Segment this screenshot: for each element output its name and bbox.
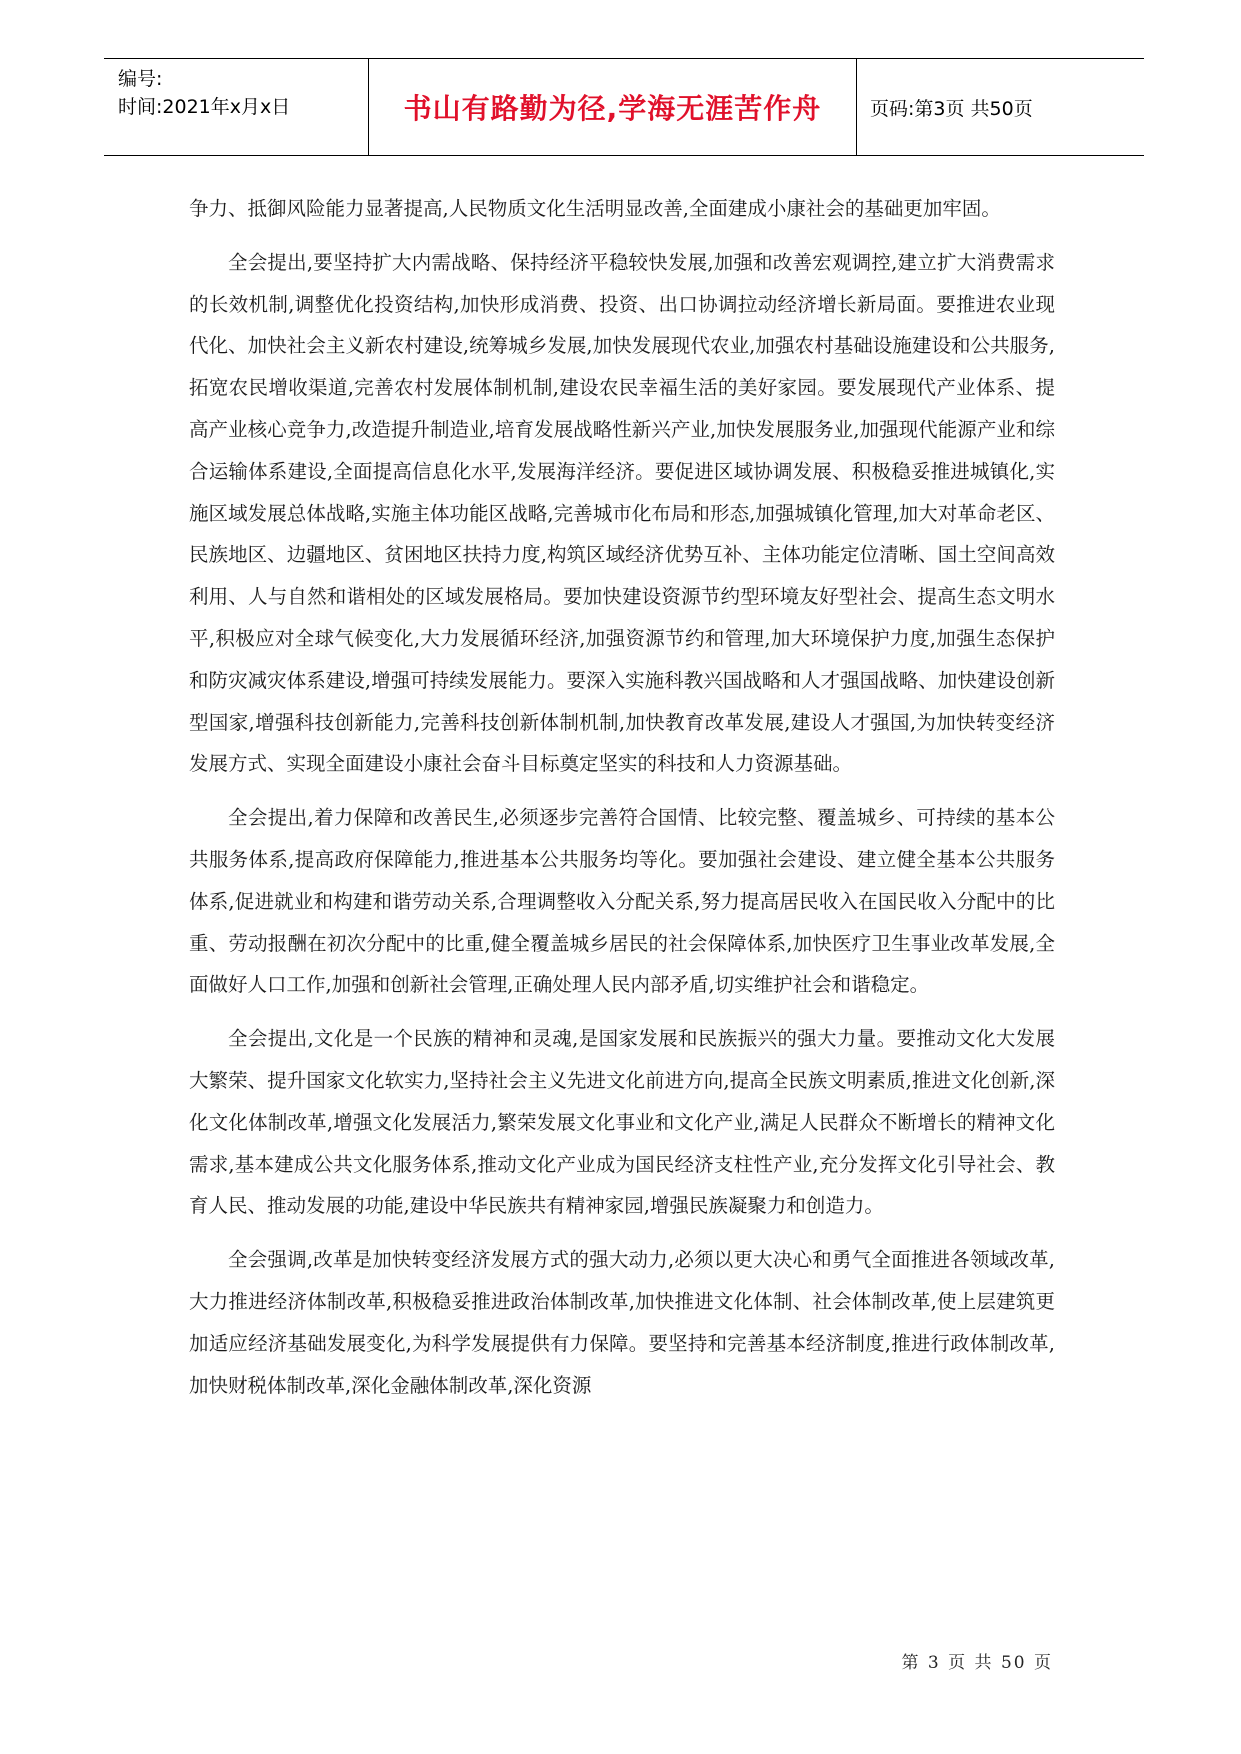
page-header [104, 58, 1144, 156]
header-page-number: 页码:第3页 共50页 [870, 97, 1033, 120]
body-paragraph-3: 全会提出,着力保障和改善民生,必须逐步完善符合国情、比较完整、覆盖城乡、可持续的基本公共服务体系,提高政府保障能力,推进基本公共服务均等化。要加强社会建设、建立健全基本公共服务体系,促进就业和构建和谐劳动关系,合理调整收入分配关系,努力提高居民收入在国民收入分配中的比重、劳动报酬在初次分配中的比重,健全覆盖城乡居民的社会保障体系,加快医疗卫生事业改革发展,全面做好人口工作,加强和创新社会管理,正确处理人民内部矛盾,切实维护社会和谐稳定。 [189, 806, 1055, 997]
header-meta [118, 65, 368, 121]
page-footer: 第 3 页 共 50 页 [901, 1653, 1053, 1673]
document-number-label: 编号: [118, 68, 163, 90]
header-motto: 书山有路勤为径,学海无涯苦作舟 [403, 92, 822, 125]
body-paragraph-2: 全会提出,要坚持扩大内需战略、保持经济平稳较快发展,加强和改善宏观调控,建立扩大消费需求的长效机制,调整优化投资结构,加快形成消费、投资、出口协调拉动经济增长新局面。要推进农业现代化、加快社会主义新农村建设,统筹城乡发展,加快发展现代农业,加强农村基础设施建设和公共服务,拓宽农民增收渠道,完善农村发展体制机制,建设农民幸福生活的美好家园。要发展现代产业体系、提高产业核心竞争力,改造提升制造业,培育发展战略性新兴产业,加快发展服务业,加强现代能源产业和综合运输体系建设,全面提高信息化水平,发展海洋经济。要促进区域协调发展、积极稳妥推进城镇化,实施区域发展总体战略,实施主体功能区战略,完善城市化布局和形态,加强城镇化管理,加大对革命老区、民族地区、边疆地区、贫困地区扶持力度,构筑区域经济优势互补、主体功能定位清晰、国土空间高效利用、人与自然和谐相处的区域发展格局。要加快建设资源节约型环境友好型社会、提高生态文明水平,积极应对全球气候变化,大力发展循环经济,加强资源节约和管理,加大环境保护力度,加强生态保护和防灾减灾体系建设,增强可持续发展能力。要深入实施科教兴国战略和人才强国战略、加快建设创新型国家,增强科技创新能力,完善科技创新体制机制,加快教育改革发展,建设人才强国,为加快转变经济发展方式、实现全面建设小康社会奋斗目标奠定坚实的科技和人力资源基础。 [189, 250, 1055, 776]
document-time-label: 时间:2021年x月x日 [118, 96, 291, 118]
body-paragraph-5: 全会强调,改革是加快转变经济发展方式的强大动力,必须以更大决心和勇气全面推进各领域改革,大力推进经济体制改革,积极稳妥推进政治体制改革,加快推进文化体制、社会体制改革,使上层建筑更加适应经济基础发展变化,为科学发展提供有力保障。要坚持和完善基本经济制度,推进行政体制改革,加快财税体制改革,深化金融体制改革,深化资源 [189, 1248, 1055, 1397]
header-divider-right [856, 59, 857, 155]
document-body [189, 188, 1055, 1418]
body-paragraph-1: 争力、抵御风险能力显著提高,人民物质文化生活明显改善,全面建成小康社会的基础更加牢固。 [189, 197, 1001, 220]
body-paragraph-4: 全会提出,文化是一个民族的精神和灵魂,是国家发展和民族振兴的强大力量。要推动文化大发展大繁荣、提升国家文化软实力,坚持社会主义先进文化前进方向,提高全民族文明素质,推进文化创新,深化文化体制改革,增强文化发展活力,繁荣发展文化事业和文化产业,满足人民群众不断增长的精神文化需求,基本建成公共文化服务体系,推动文化产业成为国民经济支柱性产业,充分发挥文化引导社会、教育人民、推动发展的功能,建设中华民族共有精神家园,增强民族凝聚力和创造力。 [189, 1027, 1055, 1218]
